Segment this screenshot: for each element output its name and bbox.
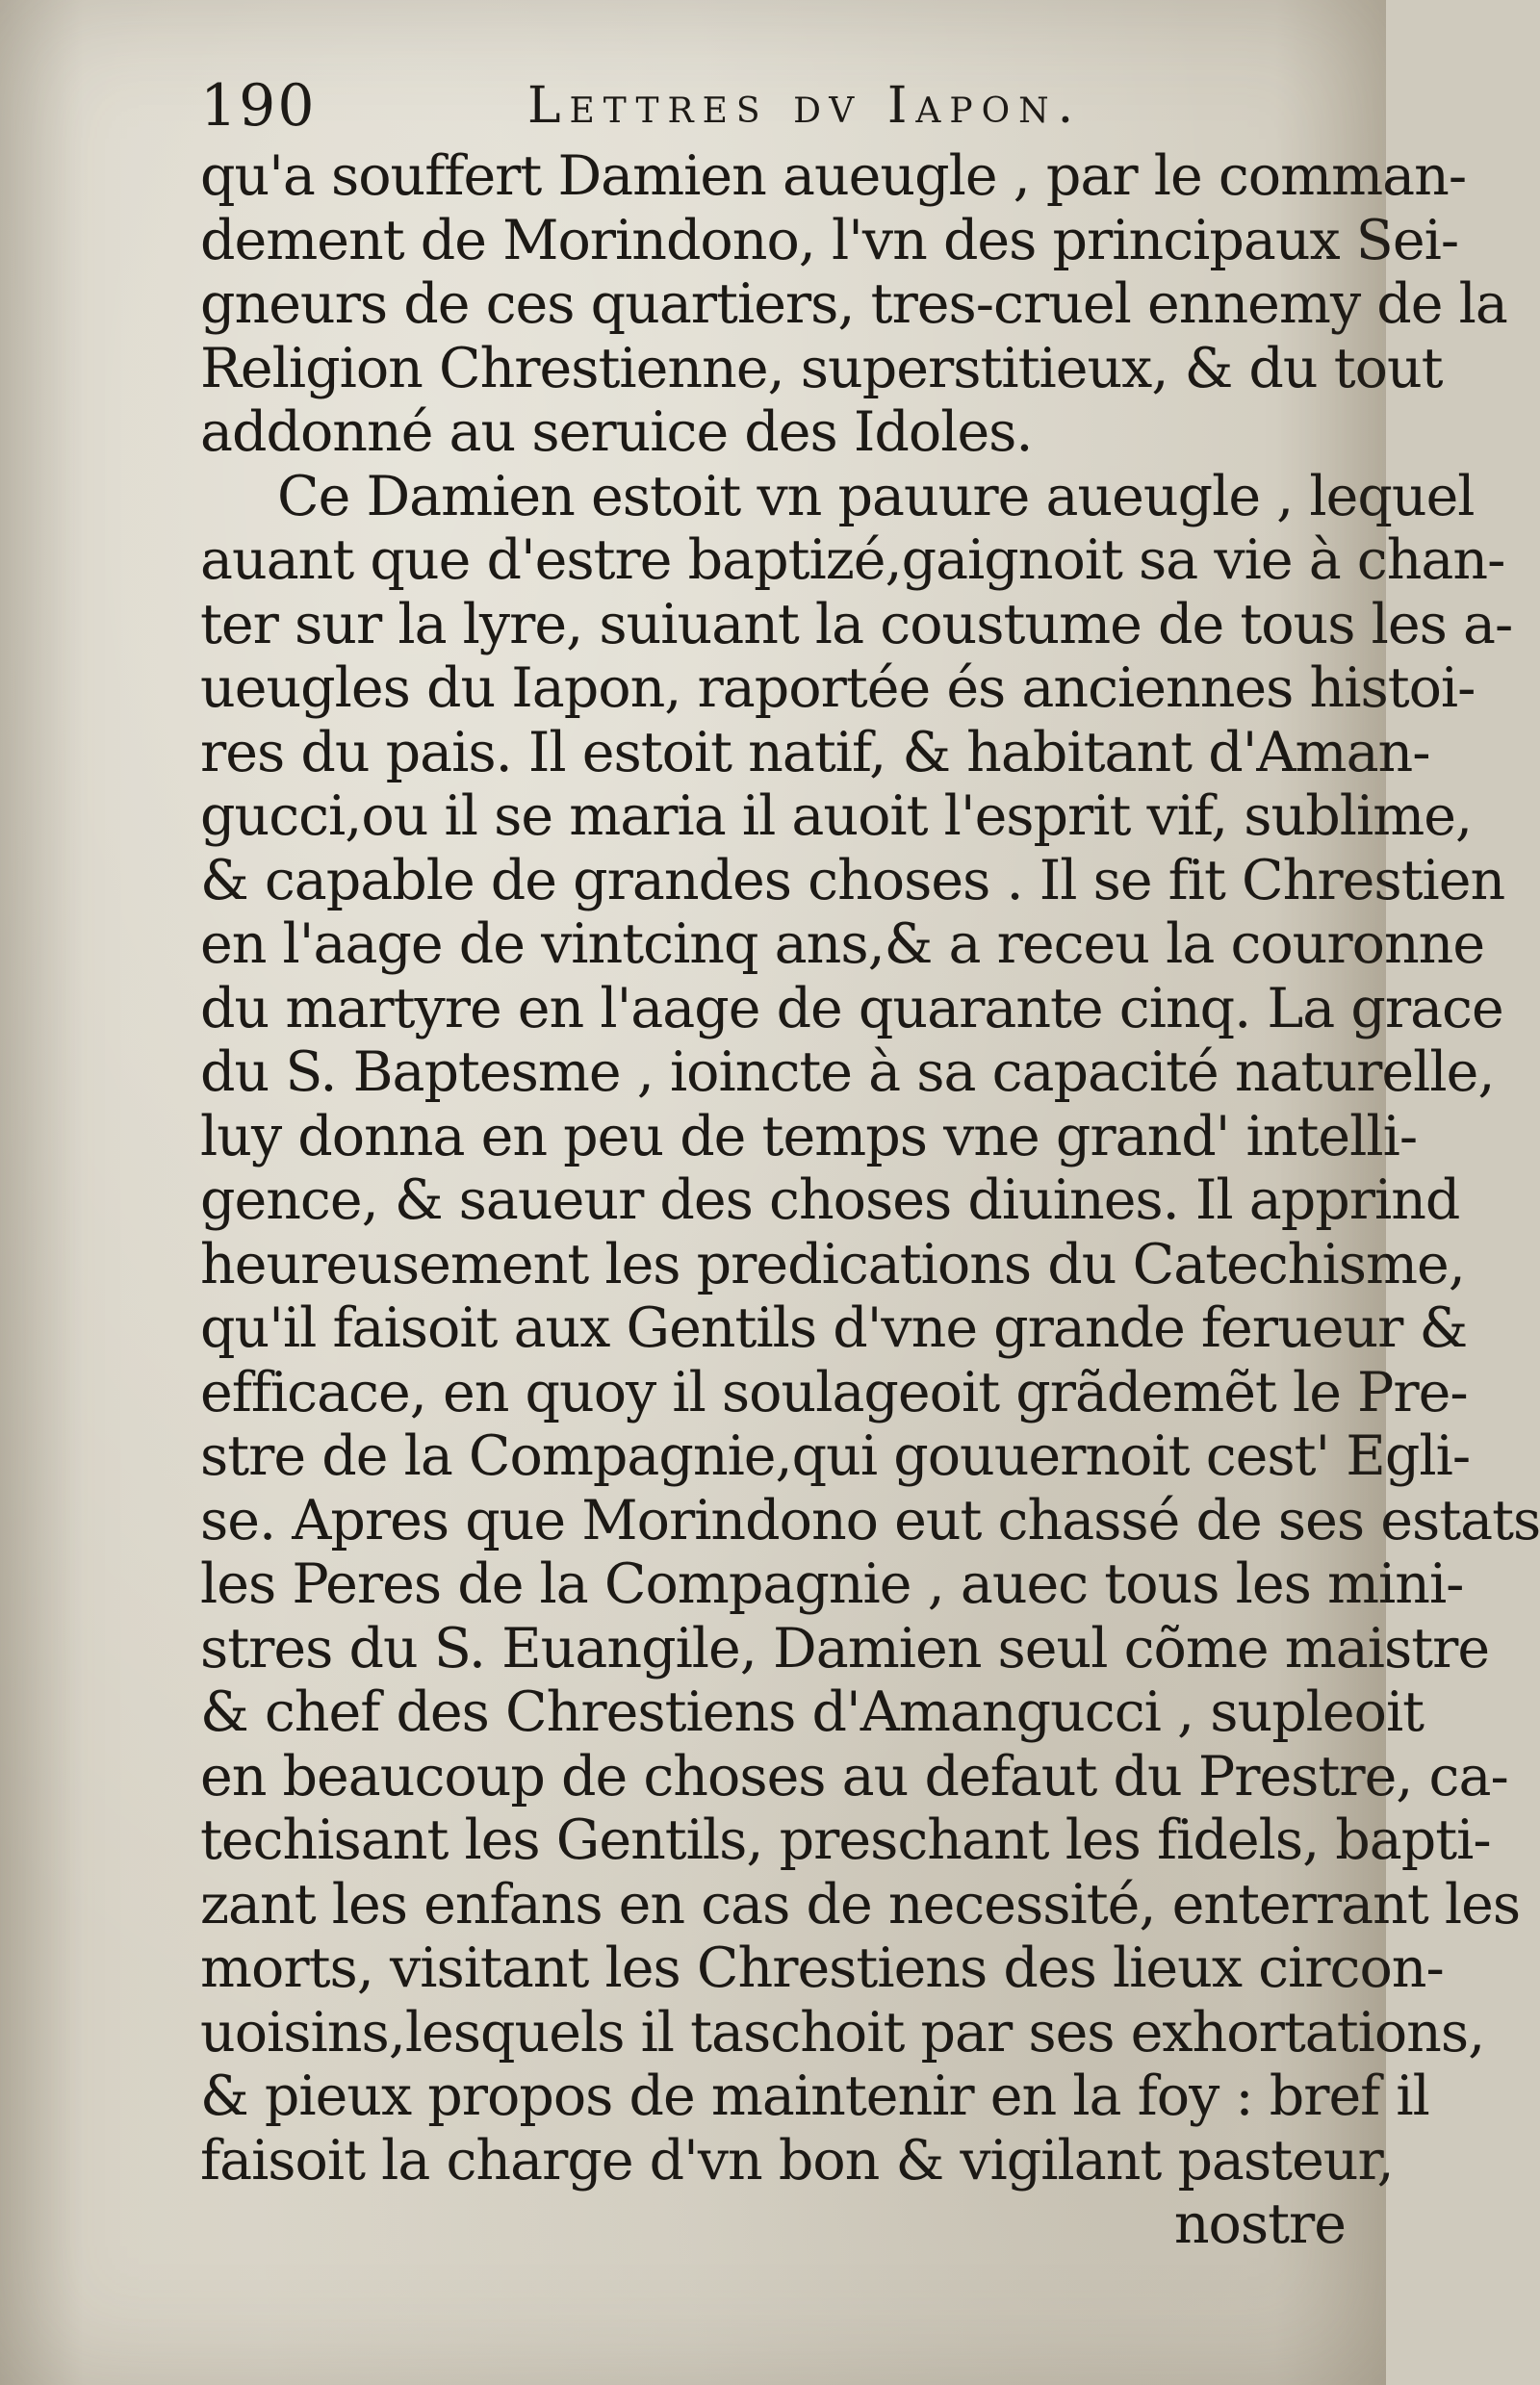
text-line: gucci,ou il se maria il auoit l'esprit vif, sublime, — [200, 784, 1473, 848]
page-number: 190 — [200, 72, 317, 140]
text-line: du S. Baptesme , ioincte à sa capacité naturelle, — [200, 1040, 1495, 1104]
text-line: ter sur la lyre, suiuant la coustume de tous les a- — [200, 592, 1513, 656]
text-line: qu'a souffert Damien aueugle , par le comman- — [200, 144, 1467, 208]
text-line: du martyre en l'aage de quarante cinq. La grace — [200, 976, 1503, 1040]
body-text — [200, 144, 1540, 2257]
text-line: faisoit la charge d'vn bon & vigilant pasteur, — [200, 2128, 1394, 2193]
text-line: Religion Chrestienne, superstitieux, & du tout — [200, 336, 1443, 400]
text-line: efficace, en quoy il soulageoit grãdemẽt le Pre- — [200, 1360, 1468, 1424]
text-line: & chef des Chrestiens d'Amangucci , supleoit — [200, 1680, 1424, 1744]
text-line: dement de Morindono, l'vn des principaux Sei- — [200, 208, 1459, 272]
text-line: & pieux propos de maintenir en la foy : bref il — [200, 2064, 1429, 2128]
text-line: addonné au seruice des Idoles. — [200, 400, 1033, 464]
running-title: Lettres dv Iapon. — [527, 77, 1083, 135]
text-line: en beaucoup de choses au defaut du Prestre, ca- — [200, 1744, 1508, 1808]
text-line: morts, visitant les Chrestiens des lieux circon- — [200, 1936, 1444, 2000]
text-line: en l'aage de vintcinq ans,& a receu la couronne — [200, 912, 1485, 976]
text-line: res du pais. Il estoit natif, & habitant d'Aman- — [200, 720, 1430, 784]
text-line: stres du S. Euangile, Damien seul cõme maistre — [200, 1616, 1490, 1680]
text-line: zant les enfans en cas de necessité, enterrant les — [200, 1872, 1521, 1936]
text-line: techisant les Gentils, preschant les fidels, bapti- — [200, 1808, 1491, 1872]
text-line: gneurs de ces quartiers, tres-cruel ennemy de la — [200, 272, 1507, 336]
text-line: qu'il faisoit aux Gentils d'vne grande ferueur & — [200, 1296, 1468, 1360]
catchword: nostre — [1173, 2193, 1346, 2256]
text-line: ueugles du Iapon, raportée és anciennes histoi- — [200, 656, 1476, 720]
text-line: auant que d'estre baptizé,gaignoit sa vie à chan- — [200, 528, 1505, 592]
text-line: se. Apres que Morindono eut chassé de ses estats — [200, 1488, 1540, 1552]
text-line: uoisins,lesquels il taschoit par ses exhortations, — [200, 2000, 1485, 2064]
text-line: stre de la Compagnie,qui gouuernoit cest' Egli- — [200, 1424, 1471, 1488]
text-line: & capable de grandes choses . Il se fit Chrestien — [200, 848, 1505, 912]
paragraph-start-line: Ce Damien estoit vn pauure aueugle , lequel — [277, 464, 1475, 528]
text-line: les Peres de la Compagnie , auec tous les mini- — [200, 1552, 1464, 1616]
text-line: heureusement les predications du Catechisme, — [200, 1232, 1465, 1296]
text-line: luy donna en peu de temps vne grand' intelli- — [200, 1104, 1418, 1168]
text-line: gence, & saueur des choses diuines. Il apprind — [200, 1168, 1460, 1232]
page-header — [200, 67, 1182, 144]
